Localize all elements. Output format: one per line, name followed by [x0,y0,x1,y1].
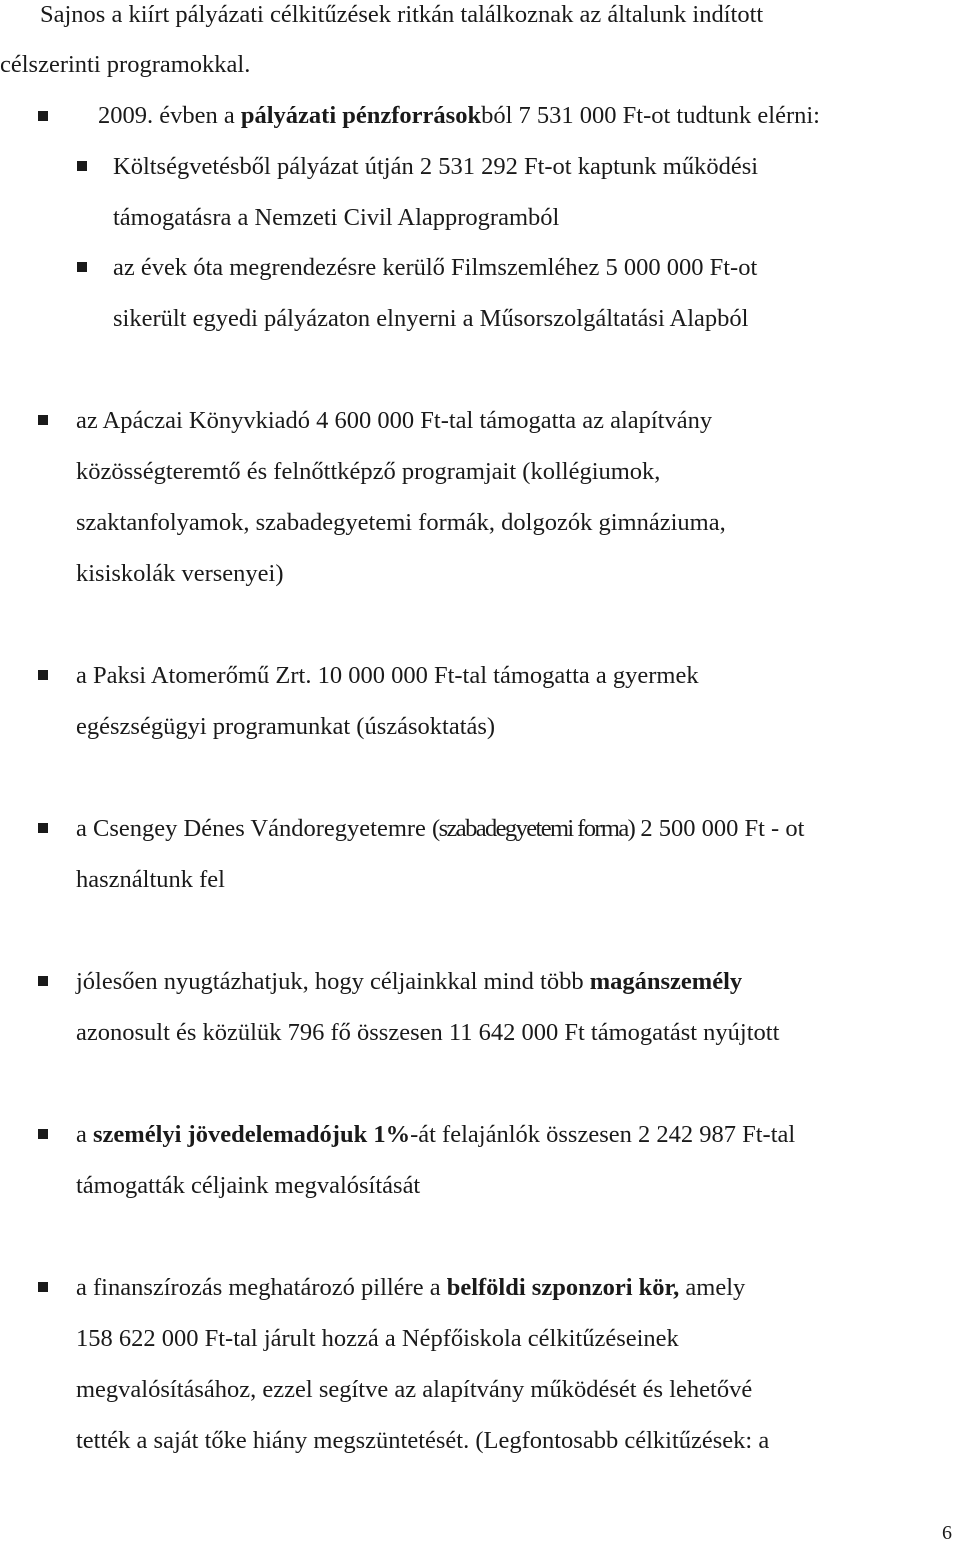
bullet-square-icon [38,1129,48,1139]
magan-bold: magánszemély [589,968,743,995]
szponzor-bold: belföldi szponzori kör, [446,1274,680,1301]
bullet-square-icon [77,262,87,272]
szponzor-line-3: megvalósításához, ezzel segítve az alapítvány működését és lehetővé [76,1376,753,1403]
intro-line-1: Sajnos a kiírt pályázati célkitűzések ritkán találkoznak az általunk indított [40,1,764,28]
sub1-line-2: támogatásra a Nemzeti Civil Alapprogramból [113,204,560,231]
magan-line-2: azonosult és közülük 796 fő összesen 11 642 000 Ft támogatást nyújtott [76,1019,780,1046]
csengey-condensed: (szabadegyetemi forma) [432,815,635,842]
apaczai-line-1: az Apáczai Könyvkiadó 4 600 000 Ft-tal támogatta az alapítvány [76,407,713,434]
szja-line-2: támogatták céljaink megvalósítását [76,1172,421,1199]
szja-part-c: -át felajánlók összesen 2 242 987 Ft-tal [410,1121,796,1148]
szponzor-line-2: 158 622 000 Ft-tal járult hozzá a Népfőiskola célkitűzéseinek [76,1325,679,1352]
sub1-line-1: Költségvetésből pályázat útján 2 531 292 Ft-ot kaptunk működési [113,153,759,180]
paks-line-2: egészségügyi programunkat (úszásoktatás) [76,713,496,740]
item-2009 [98,101,820,131]
csengey-part-a: a Csengey Dénes Vándoregyetemre [76,815,433,842]
szja-part-a: a [76,1121,93,1148]
bullet-square-icon [38,1282,48,1292]
sub2-line-2: sikerült egyedi pályázaton elnyerni a Műsorszolgáltatási Alapból [113,305,749,332]
apaczai-line-4: kisiskolák versenyei) [76,560,284,587]
item-2009-part-a: 2009. évben a [98,102,241,129]
szponzor-part-a: a finanszírozás meghatározó pillére a [76,1274,447,1301]
sub2-line-1: az évek óta megrendezésre kerülő Filmszemléhez 5 000 000 Ft-ot [113,254,758,281]
item-2009-part-c: ból 7 531 000 Ft-ot tudtunk elérni: [481,102,820,129]
magan-line-1 [76,967,742,997]
item-2009-bold: pályázati pénzforrások [240,102,482,129]
bullet-square-icon [38,415,48,425]
page-number: 6 [942,1522,952,1544]
szja-bold: személyi jövedelemadójuk 1% [93,1121,411,1148]
bullet-square-icon [38,670,48,680]
magan-part-a: jólesően nyugtázhatjuk, hogy céljainkkal mind több [76,968,590,995]
bullet-square-icon [77,161,87,171]
csengey-part-c: 2 500 000 Ft - ot [634,815,805,842]
szponzor-line-4: tették a saját tőke hiány megszüntetését. (Legfontosabb célkitűzések: a [76,1427,770,1454]
bullet-square-icon [38,976,48,986]
intro-line-2: célszerinti programokkal. [0,51,251,78]
paks-line-1: a Paksi Atomerőmű Zrt. 10 000 000 Ft-tal támogatta a gyermek [76,662,699,689]
csengey-line-1 [76,814,804,844]
szponzor-line-1 [76,1273,745,1303]
apaczai-line-2: közösségteremtő és felnőttképző programjait (kollégiumok, [76,458,661,485]
bullet-square-icon [38,823,48,833]
szja-line-1 [76,1120,795,1150]
bullet-square-icon [38,111,48,121]
csengey-line-2: használtunk fel [76,866,225,893]
szponzor-part-c: amely [679,1274,746,1301]
apaczai-line-3: szaktanfolyamok, szabadegyetemi formák, dolgozók gimnáziuma, [76,509,726,536]
